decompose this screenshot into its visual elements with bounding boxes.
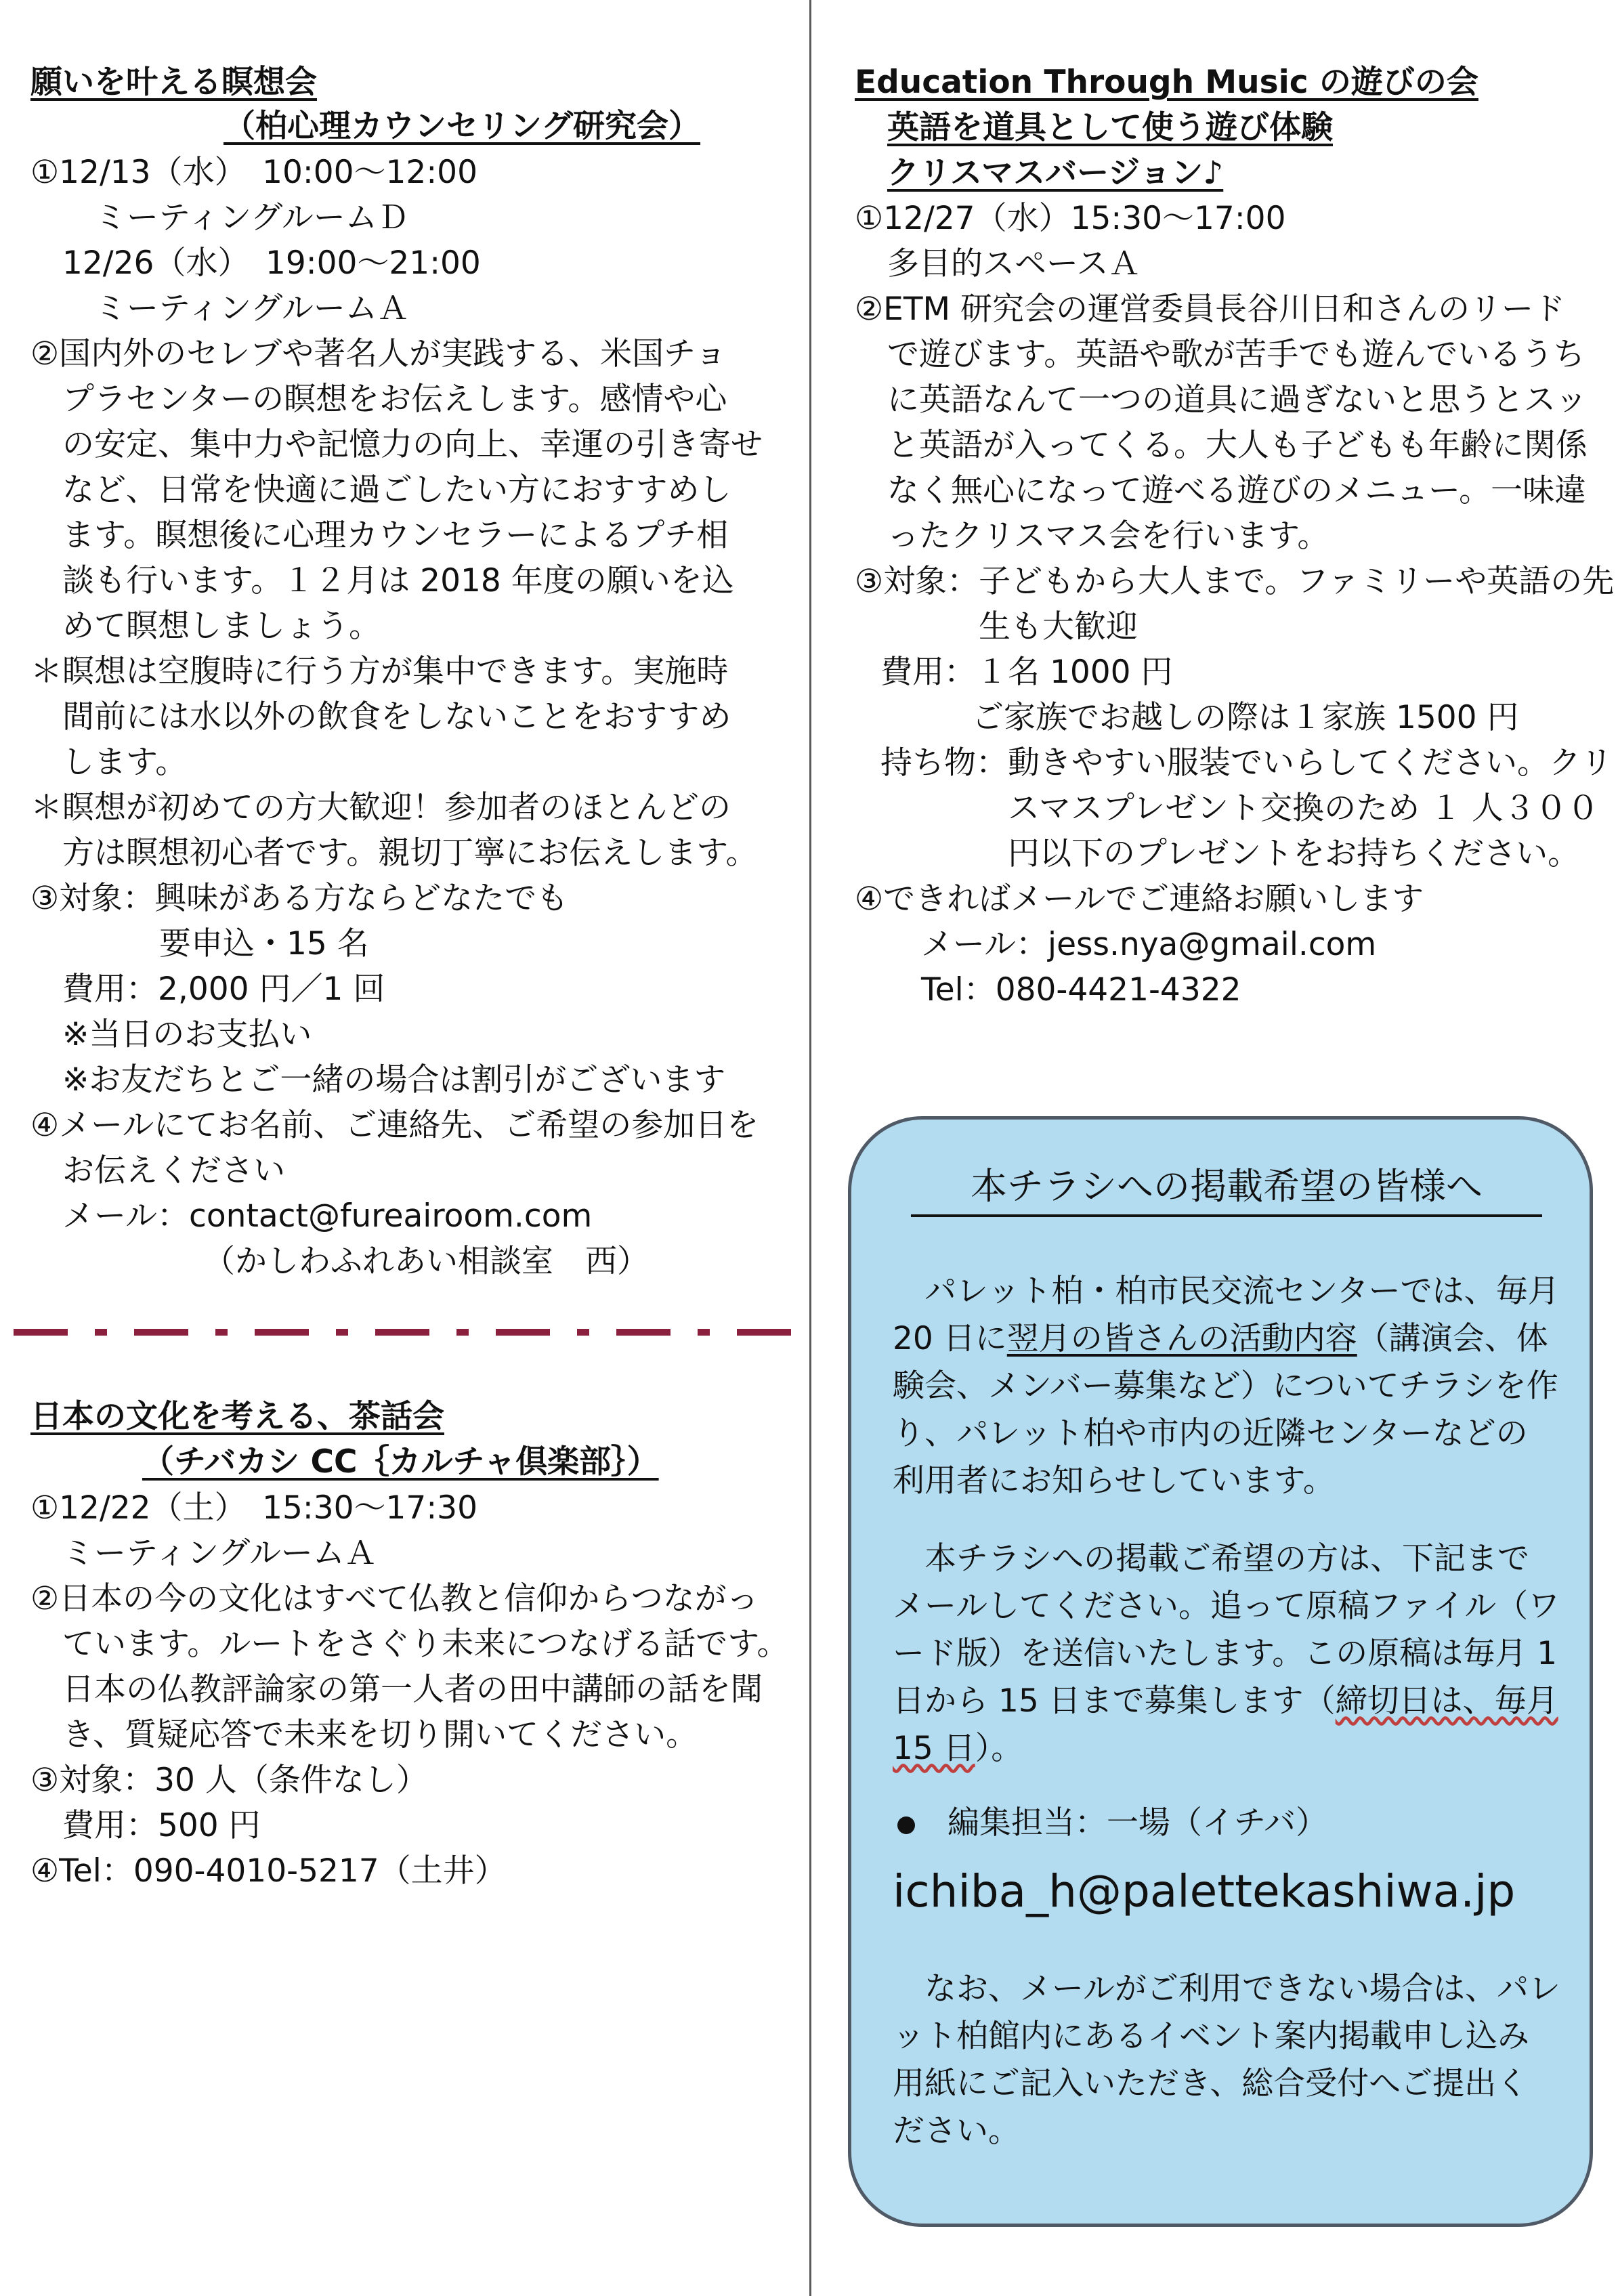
- notice-line: り、パレット柏や市内の近隣センターなどの: [893, 1415, 1528, 1452]
- room-line: ミーティングルームＡ: [95, 290, 409, 327]
- body-line: めて瞑想しましょう。: [62, 608, 381, 645]
- body-line: ています。ルートをさぐり未来につなげる話です。: [62, 1625, 789, 1663]
- contact-line: ④できればメールでご連絡お願いします: [855, 880, 1424, 918]
- note-line: します。: [62, 744, 188, 781]
- contact-line: ④メールにてお名前、ご連絡先、ご希望の参加日を: [30, 1107, 759, 1144]
- fee-line: ご家族でお越しの際は１家族 1500 円: [972, 699, 1519, 736]
- fee-note: ※当日のお支払い: [62, 1016, 312, 1053]
- body-line: で遊びます。英語や歌が苦手でも遊んでいるうち: [887, 336, 1585, 373]
- room-line: 多目的スペースＡ: [887, 245, 1141, 282]
- notice-line: 用紙にご記入いただき、総合受付へご提出く: [893, 2065, 1529, 2102]
- notice-line: ード版）を送信いたします。この原稿は毎月 1: [893, 1635, 1558, 1672]
- notice-line: 利用者にお知らせしています。: [893, 1462, 1335, 1500]
- editor-email: ichiba_h@palettekashiwa.jp: [893, 1865, 1516, 1917]
- notice-line: 験会、メンバー募集など）についてチラシを作: [893, 1367, 1558, 1405]
- date-line: ①12/27（水）15:30〜17:00: [855, 200, 1286, 237]
- date-line: ①12/22（土） 15:30〜17:30: [30, 1489, 477, 1527]
- deadline-emphasis: 締切日は、毎月: [1335, 1682, 1558, 1720]
- room-line: ミーティングルームＤ: [95, 199, 409, 236]
- belongings-line: 円以下のプレゼントをお持ちください。: [1008, 835, 1580, 872]
- body-line: ②日本の今の文化はすべて仏教と信仰からつながっ: [30, 1580, 759, 1617]
- belongings-line: 持ち物：動きやすい服装でいらしてください。クリ: [880, 744, 1613, 782]
- body-line: ったクリスマス会を行います。: [887, 517, 1329, 555]
- room-line: ミーティングルームＡ: [62, 1535, 377, 1572]
- notice-line: 日から 15 日まで募集します（締切日は、毎月: [893, 1682, 1558, 1720]
- body-line: に英語なんて一つの道具に過ぎないと思うとスッ: [887, 381, 1588, 419]
- body-line: と英語が入ってくる。大人も子どもも年齢に関係: [887, 427, 1588, 464]
- belongings-line: スマスプレゼント交換のため １ 人３００: [1008, 790, 1600, 827]
- body-line: ます。瞑想後に心理カウンセラーによるプチ相: [62, 517, 729, 554]
- section-subtitle: 英語を道具として使う遊び体験: [887, 109, 1333, 146]
- fee-line: 費用：2,000 円／1 回: [62, 971, 385, 1008]
- body-line: の安定、集中力や記憶力の向上、幸運の引き寄せ: [62, 426, 763, 463]
- target-line: ③対象：子どもから大人まで。ファミリーや英語の先: [855, 563, 1615, 600]
- phone-line: Tel：080-4421-4322: [921, 971, 1241, 1008]
- email-line: メール：contact@fureairoom.com: [62, 1197, 593, 1235]
- email-line: メール：jess.nya@gmail.com: [921, 926, 1377, 963]
- body-line: プラセンターの瞑想をお伝えします。感情や心: [62, 381, 727, 418]
- phone-line: ④Tel：090-4010-5217（土井）: [30, 1852, 507, 1890]
- notice-line: ット柏館内にあるイベント案内掲載申し込み: [893, 2018, 1529, 2055]
- section-organizer: （チバカシ CC｛カルチャ倶楽部｝）: [142, 1443, 659, 1481]
- body-line: き、質疑応答で未来を切り開いてください。: [62, 1716, 698, 1753]
- column-divider: [809, 0, 811, 2296]
- body-line: なく無心になって遊べる遊びのメニュー。一味違: [887, 472, 1587, 509]
- notice-line: パレット柏・柏市民交流センターでは、毎月: [924, 1273, 1560, 1310]
- bullet-icon: [897, 1816, 915, 1834]
- section-organizer: （柏心理カウンセリング研究会）: [223, 108, 701, 145]
- section-title: Education Through Music の遊びの会: [855, 64, 1478, 101]
- note-line: 間前には水以外の飲食をしないことをおすすめ: [62, 698, 731, 736]
- notice-emphasis: 翌月の皆さんの活動内容: [1006, 1320, 1357, 1357]
- section-divider: [14, 1329, 807, 1336]
- body-line: 日本の仏教評論家の第一人者の田中講師の話を聞: [62, 1671, 763, 1708]
- section-subtitle: クリスマスバージョン♪: [887, 154, 1224, 192]
- date-line: ①12/13（水） 10:00〜12:00: [30, 154, 477, 191]
- target-line: ③対象：興味がある方ならどなたでも: [30, 880, 569, 917]
- notice-line: 15 日）。: [893, 1730, 1023, 1767]
- fee-line: 費用：１名 1000 円: [880, 654, 1173, 691]
- body-line: など、日常を快適に過ごしたい方におすすめし: [62, 471, 731, 509]
- notice-line: なお、メールがご利用できない場合は、パレ: [924, 1970, 1561, 2007]
- section-title: 願いを叶える瞑想会: [30, 64, 317, 101]
- notice-line: ださい。: [893, 2112, 1020, 2150]
- note-line: 方は瞑想初心者です。親切丁寧にお伝えします。: [62, 834, 758, 872]
- fee-line: 費用：500 円: [62, 1807, 261, 1844]
- section-title: 日本の文化を考える、茶話会: [30, 1398, 444, 1435]
- target-line: 要申込・15 名: [159, 925, 369, 962]
- notice-line: メールしてください。追って原稿ファイル（ワ: [893, 1588, 1560, 1625]
- notice-title: 本チラシへの掲載希望の皆様へ: [911, 1165, 1542, 1217]
- notice-line: 本チラシへの掲載ご希望の方は、下記まで: [924, 1540, 1529, 1577]
- target-line: ③対象：30 人（条件なし）: [30, 1762, 428, 1799]
- contact-line: お伝えください: [62, 1152, 285, 1189]
- fee-note: ※お友だちとご一緒の場合は割引がございます: [62, 1061, 726, 1099]
- contact-name: （かしわふれあい相談室 西）: [203, 1243, 649, 1280]
- body-line: 談も行います。１２月は 2018 年度の願いを込: [62, 562, 734, 599]
- deadline-emphasis: 15 日: [893, 1730, 975, 1767]
- body-line: ②ETM 研究会の運営委員長谷川日和さんのリード: [855, 291, 1566, 328]
- body-line: ②国内外のセレブや著名人が実践する、米国チョ: [30, 335, 727, 373]
- note-line: ＊瞑想は空腹時に行う方が集中できます。実施時: [30, 653, 729, 690]
- target-line: 生も大歓迎: [979, 608, 1138, 645]
- editor-line: 編集担当：一場（イチバ）: [897, 1805, 1327, 1842]
- note-line: ＊瞑想が初めての方大歓迎！参加者のほとんどの: [30, 789, 731, 826]
- date-line: 12/26（水） 19:00〜21:00: [62, 245, 481, 282]
- notice-line: 20 日に翌月の皆さんの活動内容（講演会、体: [893, 1320, 1548, 1357]
